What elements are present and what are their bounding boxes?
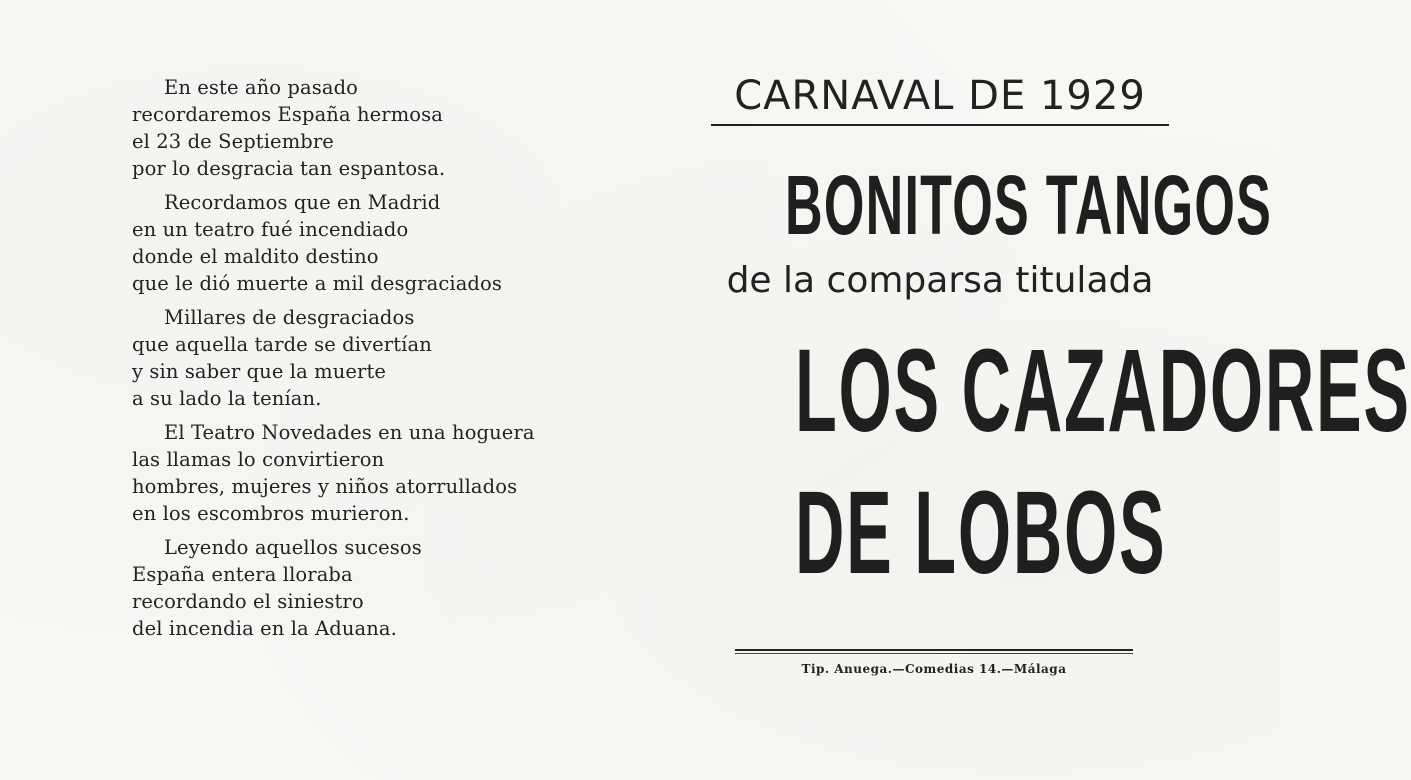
poem-line: Recordamos que en Madrid bbox=[164, 191, 441, 214]
poem-line: en los escombros murieron. bbox=[132, 502, 410, 525]
poem-line: en un teatro fué incendiado bbox=[132, 218, 409, 241]
carnaval-heading: CARNAVAL DE 1929 bbox=[734, 73, 1146, 119]
poem-line: hombres, mujeres y niños atorrullados bbox=[132, 475, 518, 498]
cazadores-title: LOS CAZADORES bbox=[795, 325, 1411, 457]
bonitos-tangos-heading: BONITOS TANGOS bbox=[785, 158, 1273, 252]
poem-line: que aquella tarde se divertían bbox=[132, 333, 432, 356]
bottom-rule-thin bbox=[735, 653, 1133, 654]
top-rule bbox=[711, 124, 1169, 126]
poem-line: que le dió muerte a mil desgraciados bbox=[132, 272, 502, 295]
poem bbox=[132, 74, 622, 649]
poem-line: y sin saber que la muerte bbox=[132, 360, 387, 383]
poem-line: a su lado la tenían. bbox=[132, 387, 322, 410]
lobos-title: DE LOBOS bbox=[795, 467, 1167, 599]
poem-line: Leyendo aquellos sucesos bbox=[164, 536, 422, 559]
poem-line: España entera lloraba bbox=[132, 563, 353, 586]
poem-line: las llamas lo convirtieron bbox=[132, 448, 385, 471]
poem-line: recordando el siniestro bbox=[132, 590, 364, 613]
poem-line: En este año pasado bbox=[164, 76, 359, 99]
stanza-5 bbox=[132, 534, 622, 642]
poem-line: por lo desgracia tan espantosa. bbox=[132, 157, 446, 180]
stanza-2 bbox=[132, 189, 622, 297]
poem-line: del incendia en la Aduana. bbox=[132, 617, 397, 640]
title-block bbox=[690, 70, 1411, 599]
stanza-4 bbox=[132, 419, 622, 527]
stanza-1 bbox=[132, 74, 622, 182]
poem-line: donde el maldito destino bbox=[132, 245, 379, 268]
poem-line: recordaremos España hermosa bbox=[132, 103, 443, 126]
bottom-rule bbox=[735, 649, 1133, 651]
poem-line: el 23 de Septiembre bbox=[132, 130, 334, 153]
poem-line: El Teatro Novedades en una hoguera bbox=[164, 421, 535, 444]
comparsa-subtitle: de la comparsa titulada bbox=[726, 260, 1154, 301]
poem-line: Millares de desgraciados bbox=[164, 306, 415, 329]
stanza-3 bbox=[132, 304, 622, 412]
printer-imprint: Tip. Anuega.—Comedias 14.—Málaga bbox=[801, 662, 1067, 676]
